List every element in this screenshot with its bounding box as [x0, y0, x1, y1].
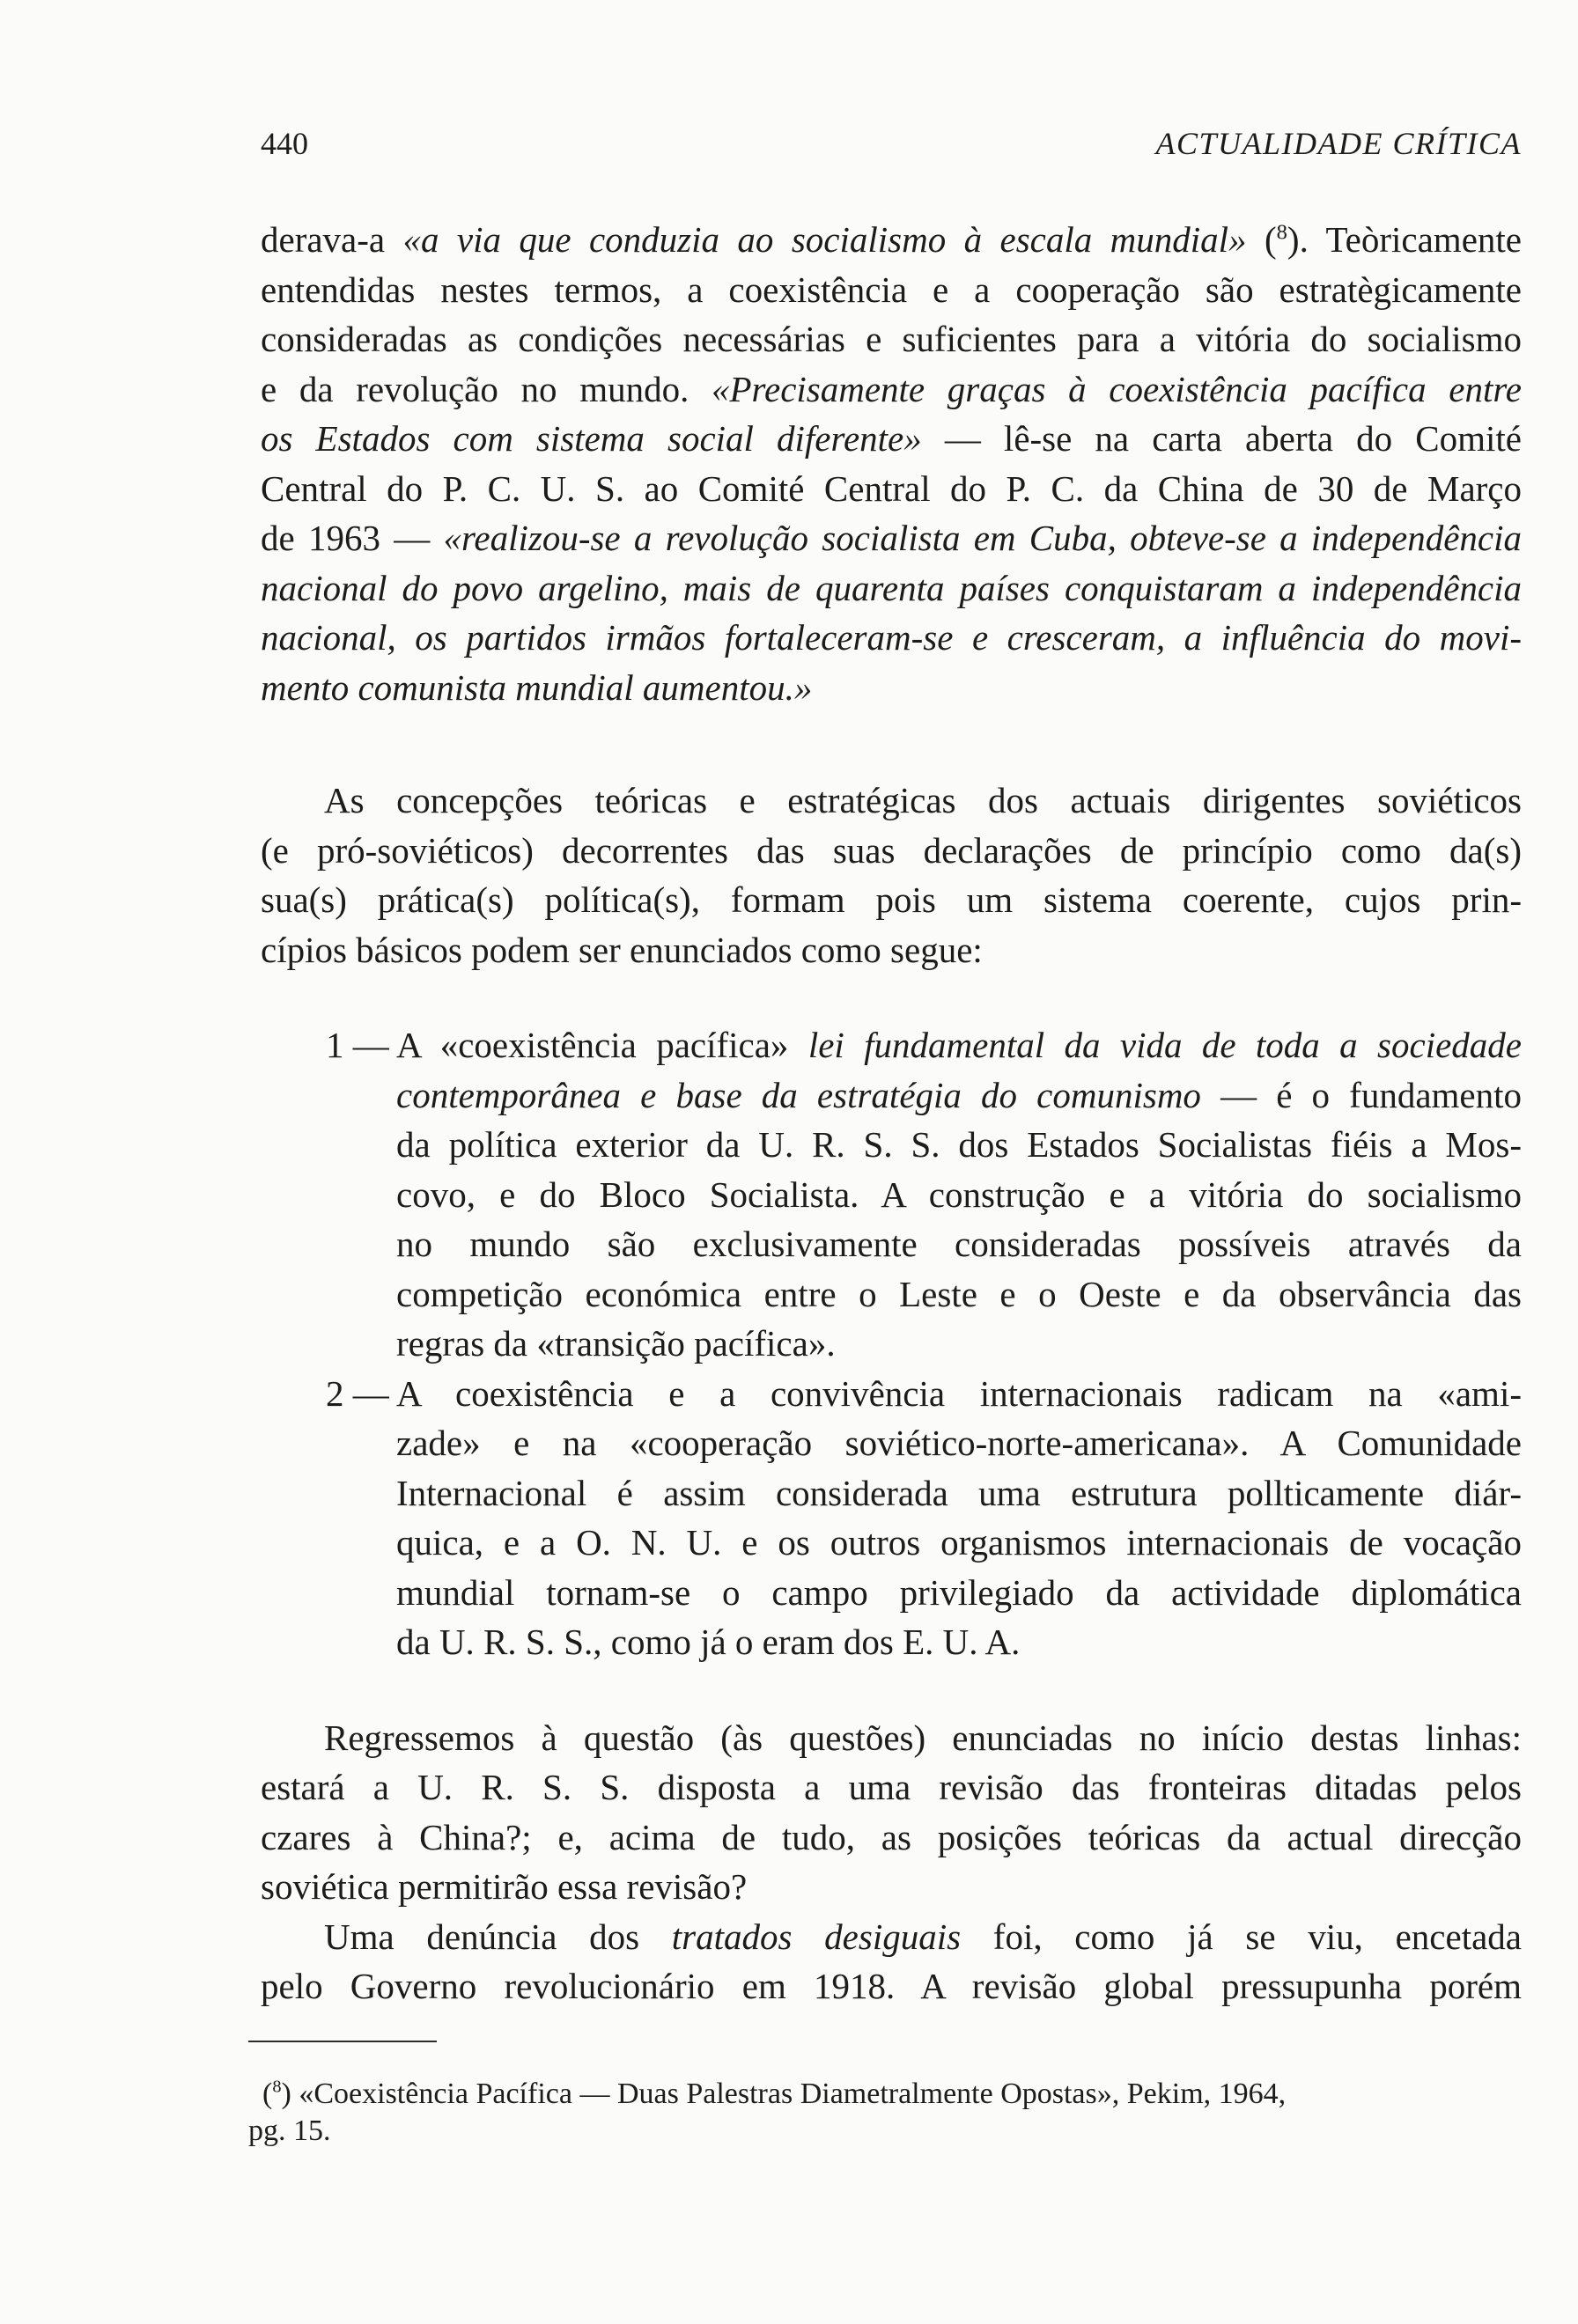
list-item-1	[261, 1020, 1522, 1369]
page-number: 440	[261, 126, 308, 161]
paragraph-3	[261, 1713, 1522, 1912]
text-line: Uma denúncia dos tratados desiguais foi, como já se viu, encetada	[324, 1916, 1522, 1957]
text-line: no mundo são exclusivamente consideradas possíveis através da	[396, 1224, 1522, 1264]
text-line: competição económica entre o Leste e o Oeste e da observância das	[396, 1273, 1522, 1314]
text-line: mundial tornam-se o campo privilegiado da actividade diplomática	[396, 1571, 1522, 1613]
text-line: nacional, os partidos irmãos fortaleceram-se e cresceram, a influência do movi-	[261, 617, 1522, 658]
footnote-8	[248, 2076, 1522, 2150]
text-line: As concepções teóricas e estratégicas dos actuais dirigentes soviéticos	[324, 780, 1522, 820]
footnote-marker: 8	[272, 2077, 282, 2097]
body-text	[261, 215, 1522, 2011]
page-header	[261, 125, 1522, 174]
text-line: zade» e na «cooperação soviético-norte-americana». A Comunidade	[396, 1423, 1522, 1463]
list-number: 1 —	[326, 1025, 389, 1065]
text-line: entendidas nestes termos, a coexistência e a cooperação são estratègicamente	[261, 268, 1522, 310]
text-line: A «coexistência pacífica» lei fundamental da vida de toda a sociedade	[396, 1025, 1522, 1065]
text-line: Regressemos à questão (às questões) enunciadas no início destas linhas:	[324, 1717, 1522, 1758]
text-line: contemporânea e base da estratégia do comunismo — é o fundamento	[396, 1074, 1522, 1115]
text-line: (e pró-soviéticos) decorrentes das suas declarações de princípio como da(s)	[261, 829, 1522, 871]
text-line: consideradas as condições necessárias e suficientes para a vitória do socialismo	[261, 319, 1522, 359]
text-line: Internacional é assim considerada uma estrutura pollticamente diár-	[396, 1472, 1522, 1513]
list-item-2	[261, 1369, 1522, 1667]
text-line: mento comunista mundial aumentou.»	[261, 666, 813, 708]
text-line: da política exterior da U. R. S. S. dos Estados Socialistas fiéis a Mos-	[396, 1124, 1522, 1165]
text-line: soviética permitirão essa revisão?	[261, 1866, 748, 1907]
text-line: os Estados com sistema social diferente» — lê-se na carta aberta do Comité	[261, 418, 1522, 459]
text-line: da U. R. S. S., como já o eram dos E. U. A.	[396, 1622, 1021, 1662]
text-line: czares à China?; e, acima de tudo, as posições teóricas da actual direcção	[261, 1816, 1522, 1857]
list-number: 2 —	[326, 1372, 389, 1414]
text-line: Central do P. C. U. S. ao Comité Central do P. C. da China de 30 de Março	[261, 467, 1522, 509]
text-line: pelo Governo revolucionário em 1918. A revisão global pressupunha porém	[261, 1966, 1522, 2006]
text-line: de 1963 — «realizou-se a revolução socialista em Cuba, obteve-se a independência	[261, 518, 1522, 558]
text-line: regras da «transição pacífica».	[396, 1323, 836, 1364]
numbered-list	[261, 1020, 1522, 1667]
paragraph-4	[261, 1912, 1522, 2011]
footnote-line: pg. 15.	[248, 2114, 331, 2147]
text-line: estará a U. R. S. S. disposta a uma revisão das fronteiras ditadas pelos	[261, 1767, 1522, 1807]
text-line: quica, e a O. N. U. e os outros organismos internacionais de vocação	[396, 1522, 1522, 1563]
text-line: nacional do povo argelino, mais de quarenta países conquistaram a independência	[261, 567, 1522, 608]
footnote-ref: 8	[1276, 220, 1287, 245]
text-line: covo, e do Bloco Socialista. A construção e a vitória do socialismo	[396, 1173, 1522, 1215]
text-line: A coexistência e a convivência internacionais radicam na «ami-	[396, 1372, 1522, 1414]
text-line: e da revolução no mundo. «Precisamente graças à coexistência pacífica entre	[261, 368, 1522, 409]
text-line: cípios básicos podem ser enunciados como segue:	[261, 929, 983, 970]
running-title: ACTUALIDADE CRÍTICA	[1155, 126, 1522, 161]
footnote-line: ($^8$) «Coexistência Pacífica — Duas Palestras Diametralmente Opostas», Pekim, 1964,	[262, 2077, 1287, 2110]
paragraph-1	[261, 215, 1522, 712]
paragraph-2	[261, 776, 1522, 974]
footnote-divider	[248, 2041, 437, 2042]
text-line: derava-a «a via que conduzia ao socialismo à escala mundial» ($^8$). Teòricamente	[261, 219, 1522, 260]
text-line: sua(s) prática(s) política(s), formam pois um sistema coerente, cujos prin-	[261, 879, 1522, 920]
